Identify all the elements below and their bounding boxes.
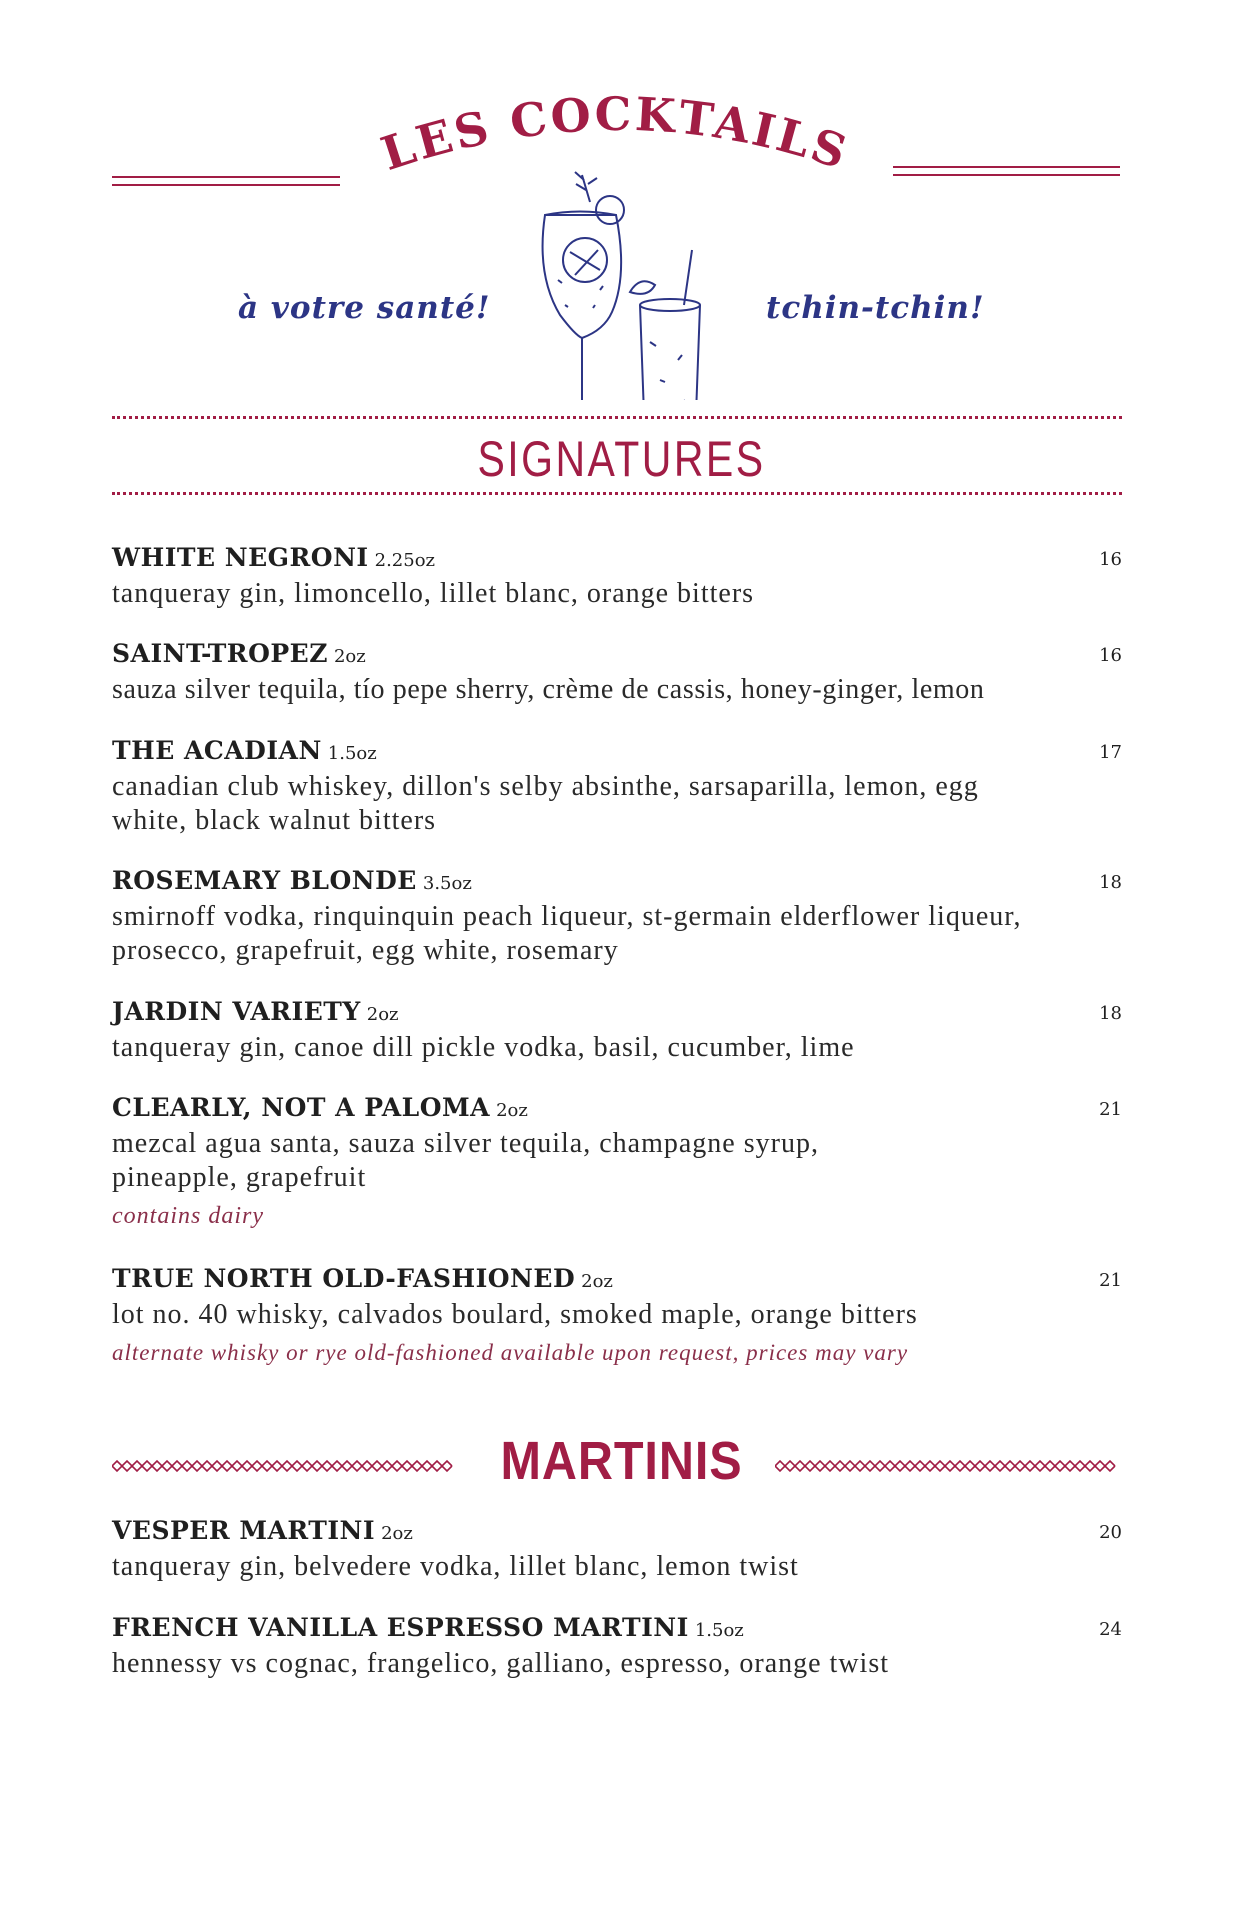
menu-item-vesper-martini <box>112 1516 1122 1584</box>
menu-item-white-negroni <box>112 543 1122 611</box>
item-description: hennessy vs cognac, frangelico, galliano, espresso, orange twist <box>112 1648 890 1679</box>
item-note: contains dairy <box>112 1203 264 1229</box>
item-name: TRUE NORTH OLD-FASHIONED <box>112 1264 576 1293</box>
item-price: 18 <box>1099 872 1122 893</box>
item-size: 2oz <box>496 1100 528 1121</box>
item-name: FRENCH VANILLA ESPRESSO MARTINI <box>112 1613 689 1642</box>
item-name: WHITE NEGRONI <box>112 543 369 572</box>
tumbler-glass-icon <box>630 250 700 400</box>
menu-item-saint-tropez <box>112 639 1122 707</box>
signatures-title: SIGNATURES <box>477 431 766 487</box>
header-rule-left <box>112 177 340 185</box>
item-description: smirnoff vodka, rinquinquin peach liqueur, st-germain elderflower liqueur, prosecco, grapefruit, egg white, rosemary <box>112 901 1022 966</box>
item-name: JARDIN VARIETY <box>112 997 361 1026</box>
item-description: canadian club whiskey, dillon's selby absinthe, sarsaparilla, lemon, egg white, black walnut bitters <box>112 771 979 836</box>
martinis-title-text: MARTINIS <box>500 1431 743 1491</box>
item-size: 1.5oz <box>694 1620 744 1641</box>
menu-item-french-vanilla-espresso-martini <box>112 1613 1122 1681</box>
item-name: THE ACADIAN <box>112 736 322 765</box>
header-artwork <box>0 80 1243 400</box>
item-size: 2oz <box>366 1004 399 1025</box>
menu-item-jardin-variety <box>112 997 1122 1065</box>
toast-left-text: à votre santé! <box>238 290 491 326</box>
menu-item-rosemary-blonde <box>112 866 1122 968</box>
menu-item-clearly-not-a-paloma <box>112 1093 1122 1230</box>
wine-glass-icon <box>543 172 624 400</box>
item-note: alternate whisky or rye old-fashioned available upon request, prices may vary <box>112 1340 909 1365</box>
item-size: 1.5oz <box>327 743 377 764</box>
item-name: CLEARLY, NOT A PALOMA <box>112 1093 491 1122</box>
item-price: 17 <box>1099 742 1122 763</box>
item-size: 2oz <box>333 646 366 667</box>
item-price: 21 <box>1099 1270 1122 1291</box>
toast-right-text: tchin-tchin! <box>766 290 985 326</box>
item-price: 24 <box>1099 1619 1122 1640</box>
item-name: ROSEMARY BLONDE <box>112 866 417 895</box>
item-description: tanqueray gin, canoe dill pickle vodka, basil, cucumber, lime <box>112 1032 855 1063</box>
menu-item-the-acadian <box>112 736 1122 838</box>
martinis-ornament-right <box>775 1456 1118 1476</box>
item-price: 20 <box>1099 1522 1122 1543</box>
item-size: 2oz <box>381 1523 413 1544</box>
item-price: 16 <box>1099 549 1122 570</box>
signatures-divider-top <box>112 416 1122 419</box>
item-size: 3.5oz <box>422 873 472 894</box>
item-name: VESPER MARTINI <box>112 1516 376 1545</box>
header-rule-right <box>893 167 1120 175</box>
item-description: sauza silver tequila, tío pepe sherry, crème de cassis, honey-ginger, lemon <box>112 674 985 705</box>
item-description: lot no. 40 whisky, calvados boulard, smoked maple, orange bitters <box>112 1299 918 1330</box>
header-title: LES COCKTAILS <box>374 86 856 181</box>
item-description: tanqueray gin, belvedere vodka, lillet blanc, lemon twist <box>112 1551 799 1582</box>
item-price: 18 <box>1099 1003 1122 1024</box>
signatures-divider-bottom <box>112 492 1122 495</box>
item-size: 2.25oz <box>374 550 436 571</box>
item-price: 16 <box>1099 645 1122 666</box>
item-price: 21 <box>1099 1099 1122 1120</box>
menu-item-true-north-old-fashioned <box>112 1264 1122 1366</box>
item-name: SAINT-TROPEZ <box>112 639 328 668</box>
item-size: 2oz <box>581 1271 613 1292</box>
item-description: mezcal agua santa, sauza silver tequila, champagne syrup, pineapple, grapefruit <box>112 1128 819 1193</box>
item-description: tanqueray gin, limoncello, lillet blanc, orange bitters <box>112 578 755 609</box>
